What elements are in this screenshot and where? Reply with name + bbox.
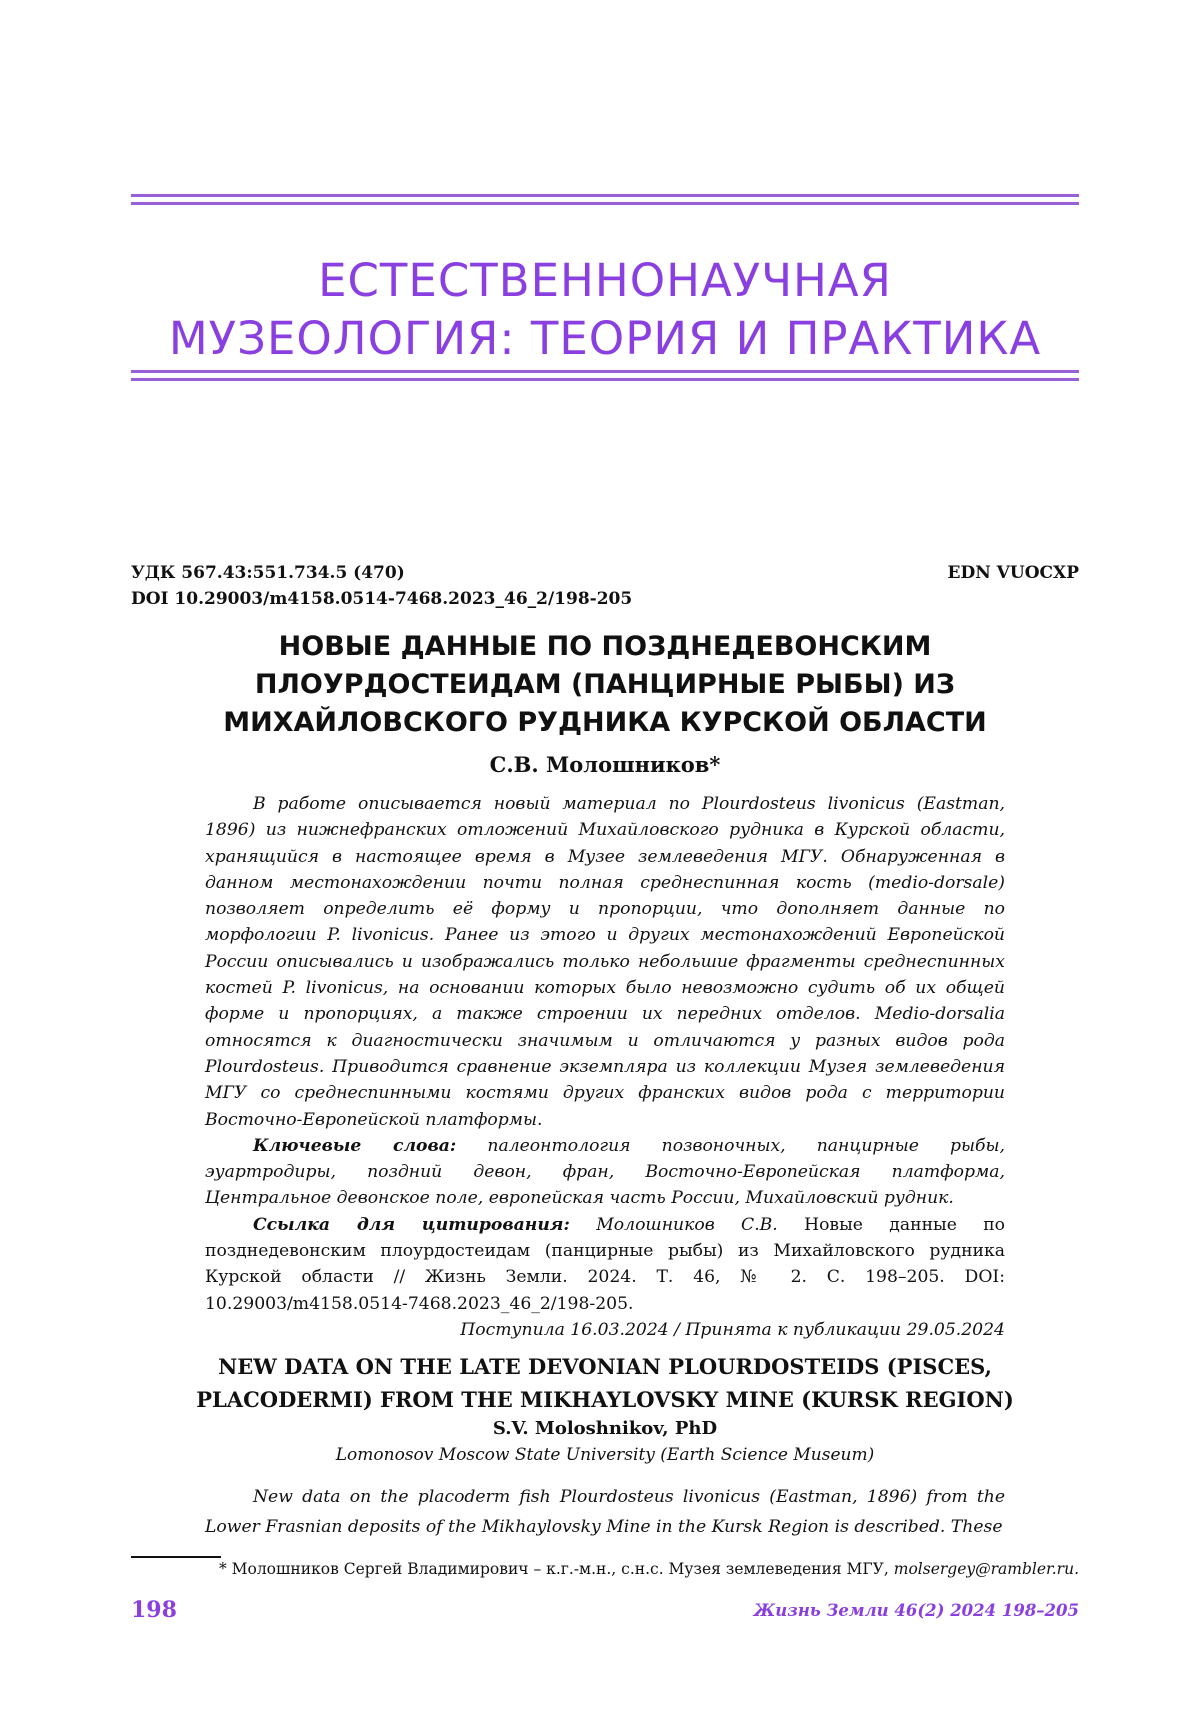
footnote-email[interactable]: molsergey@rambler.ru. bbox=[893, 1560, 1079, 1578]
citation-author: Молошников С.В. bbox=[596, 1214, 778, 1235]
citation-label: Ссылка для цитирования: bbox=[253, 1214, 570, 1235]
section-rule-2 bbox=[131, 378, 1079, 381]
citation-text: Новые данные по позднедевонским плоурдостеидам (панцирные рыбы) из Михайловского рудника Курской области // Жизнь Земли. 2024. Т. 46, № 2. С. 198–205. DOI: 10.29003/m4158.0514-7468.2023_46_2/198-205. bbox=[205, 1214, 1006, 1314]
udk: УДК 567.43:551.734.5 (470) bbox=[131, 563, 405, 583]
page-number: 198 bbox=[131, 1597, 177, 1623]
journal-reference: Жизнь Земли 46(2) 2024 198–205 bbox=[753, 1601, 1079, 1620]
footnote-rule bbox=[131, 1556, 221, 1558]
abstract-en-text: New data on the placoderm fish Plourdosteus livonicus (Eastman, 1896) from the Lower Frasnian deposits of the Mikhaylovsky Mine in the Kursk Region is described. These bbox=[205, 1487, 1005, 1537]
affiliation-en: Lomonosov Moscow State University (Earth Science Museum) bbox=[335, 1445, 875, 1465]
title-en-line1: NEW DATA ON THE LATE DEVONIAN PLOURDOSTEIDS (PISCES, bbox=[218, 1354, 992, 1379]
keywords-label: Ключевые слова: bbox=[253, 1135, 457, 1156]
top-rule-2 bbox=[131, 202, 1079, 205]
section-title-line2: МУЗЕОЛОГИЯ: ТЕОРИЯ И ПРАКТИКА bbox=[168, 312, 1042, 365]
title-ru-line1: НОВЫЕ ДАННЫЕ ПО ПОЗДНЕДЕВОНСКИМ bbox=[278, 631, 932, 662]
article-title-en bbox=[131, 1350, 1079, 1416]
doi: DOI 10.29003/m4158.0514-7468.2023_46_2/198-205 bbox=[131, 589, 633, 609]
author-footnote bbox=[131, 1560, 1079, 1578]
abstract-ru-text: В работе описывается новый материал по Plourdosteus livonicus (Eastman, 1896) из нижнефранских отложений Михайловского рудника в Курской области, хранящийся в настоящее время в Музее землеведения МГУ. Обнаруженная в данном местонахождении почти полная среднеспинная кость (medio-dorsale) позволяет определить её форму и пропорции, что дополняет данные по морфологии P. livonicus. Ранее из этого и других местонахождений Европейской России описывались и изображались только небольшие фрагменты среднеспинных костей P. livonicus, на основании которых было невозможно судить об их общей форме и пропорциях, а также строении их передних отделов. Medio-dorsalia относятся к диагностически значимым и отличаются у разных видов рода Plourdosteus. Приводится сравнение экземпляра из коллекции Музея землеведения МГУ со среднеспинными костями других франских видов рода с территории Восточно-Европейской платформы. bbox=[205, 794, 1005, 1130]
keywords bbox=[205, 1133, 1005, 1212]
submission-dates: Поступила 16.03.2024 / Принята к публикации 29.05.2024 bbox=[460, 1319, 1005, 1340]
title-en-line2: PLACODERMI) FROM THE MIKHAYLOVSKY MINE (KURSK REGION) bbox=[196, 1387, 1014, 1412]
author-ru: С.В. Молошников* bbox=[489, 752, 721, 777]
abstract-ru bbox=[205, 791, 1005, 1343]
article-title-ru bbox=[131, 628, 1079, 742]
keywords-text: палеонтология позвоночных, панцирные рыбы, эуартродиры, поздний девон, фран, Восточно-Европейская платформа, Центральное девонское поле, европейская часть России, Михайловский рудник. bbox=[205, 1135, 1005, 1209]
author-en: S.V. Moloshnikov, PhD bbox=[492, 1418, 718, 1439]
top-rule-1 bbox=[131, 194, 1079, 197]
section-rule-1 bbox=[131, 370, 1079, 373]
title-ru-line2: ПЛОУРДОСТЕИДАМ (ПАНЦИРНЫЕ РЫБЫ) ИЗ bbox=[254, 669, 956, 700]
citation bbox=[205, 1212, 1005, 1317]
section-title bbox=[131, 252, 1079, 368]
section-title-line1: ЕСТЕСТВЕННОНАУЧНАЯ bbox=[318, 254, 892, 307]
footnote-text: * Молошников Сергей Владимирович – к.г.-м.н., с.н.с. Музея землеведения МГУ, bbox=[218, 1560, 889, 1578]
title-ru-line3: МИХАЙЛОВСКОГО РУДНИКА КУРСКОЙ ОБЛАСТИ bbox=[223, 707, 987, 738]
abstract-en bbox=[205, 1482, 1005, 1542]
edn: EDN VUOCXP bbox=[947, 563, 1079, 583]
